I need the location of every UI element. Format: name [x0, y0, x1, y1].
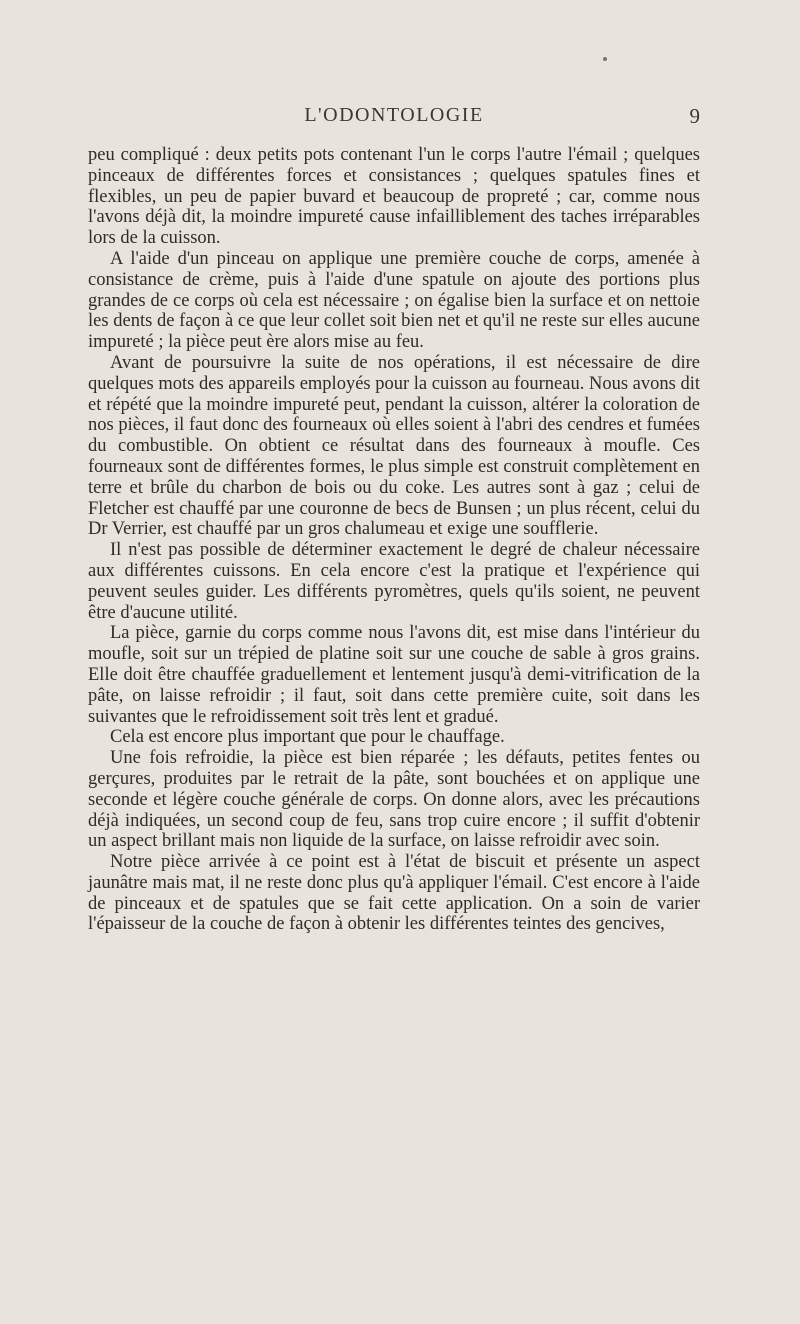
page-number: 9	[689, 104, 700, 128]
paragraph: Avant de poursuivre la suite de nos opérations, il est nécessaire de dire quelques mots des appareils employés pour la cuisson au fourneau. Nous avons dit et répété que la moindre impureté peut, pendant la cuisson, altérer la coloration de nos pièces, il faut donc des fourneaux où elles soient à l'abri des cendres et fumées du combustible. On obtient ce résultat dans des fourneaux à moufle. Ces fourneaux sont de différentes formes, le plus simple est construit complètement en terre et brûle du charbon de bois ou du coke. Les autres sont à gaz ; celui de Fletcher est chauffé par une couronne de becs de Bunsen ; un plus récent, celui du Dr Verrier, est chauffé par un gros chalumeau et exige une soufflerie.	[88, 352, 700, 540]
running-title: L'ODONTOLOGIE	[304, 104, 484, 126]
paragraph: Il n'est pas possible de déterminer exactement le degré de chaleur nécessaire aux différentes cuissons. En cela encore c'est la pratique et l'expérience qui peuvent seules guider. Les différents pyromètres, quels qu'ils soient, ne peuvent être d'aucune utilité.	[88, 540, 700, 623]
paragraph: Notre pièce arrivée à ce point est à l'état de biscuit et présente un aspect jaunâtre mais mat, il ne reste donc plus qu'à appliquer l'émail. C'est encore à l'aide de pinceaux et de spatules que se fait cette application. On a soin de varier l'épaisseur de la couche de façon à obtenir les différentes teintes des gencives,	[88, 852, 700, 935]
paragraph: Une fois refroidie, la pièce est bien réparée ; les défauts, petites fentes ou gerçures, produites par le retrait de la pâte, sont bouchées et on applique une seconde et légère couche générale de corps. On donne alors, avec les précautions déjà indiquées, un second coup de feu, sans trop cuire encore ; il suffit d'obtenir un aspect brillant mais non liquide de la surface, on laisse refroidir avec soin.	[88, 748, 700, 852]
paragraph: La pièce, garnie du corps comme nous l'avons dit, est mise dans l'intérieur du moufle, soit sur un trépied de platine soit sur une couche de sable à gros grains. Elle doit être chauffée graduellement et lentement jusqu'à demi-vitrification de la pâte, on laisse refroidir ; il faut, soit dans cette première cuite, soit dans les suivantes que le refroidissement soit très lent et gradué.	[88, 623, 700, 727]
paragraph: Cela est encore plus important que pour le chauffage.	[110, 727, 505, 748]
ink-speck	[603, 57, 607, 61]
running-head	[88, 104, 700, 132]
paragraph: peu compliqué : deux petits pots contenant l'un le corps l'autre l'émail ; quelques pinceaux de différentes forces et consistances ; quelques spatules fines et flexibles, un peu de papier buvard et beaucoup de propreté ; car, comme nous l'avons déjà dit, la moindre impureté cause infailliblement des taches irréparables lors de la cuisson.	[88, 145, 700, 249]
body-text	[88, 145, 700, 935]
paragraph: A l'aide d'un pinceau on applique une première couche de corps, amenée à consistance de crème, puis à l'aide d'une spatule on ajoute des portions plus grandes de ce corps où cela est nécessaire ; on égalise bien la surface et on nettoie les dents de façon à ce que leur collet soit bien net et qu'il ne reste sur elles aucune impureté ; la pièce peut ère alors mise au feu.	[88, 248, 700, 353]
